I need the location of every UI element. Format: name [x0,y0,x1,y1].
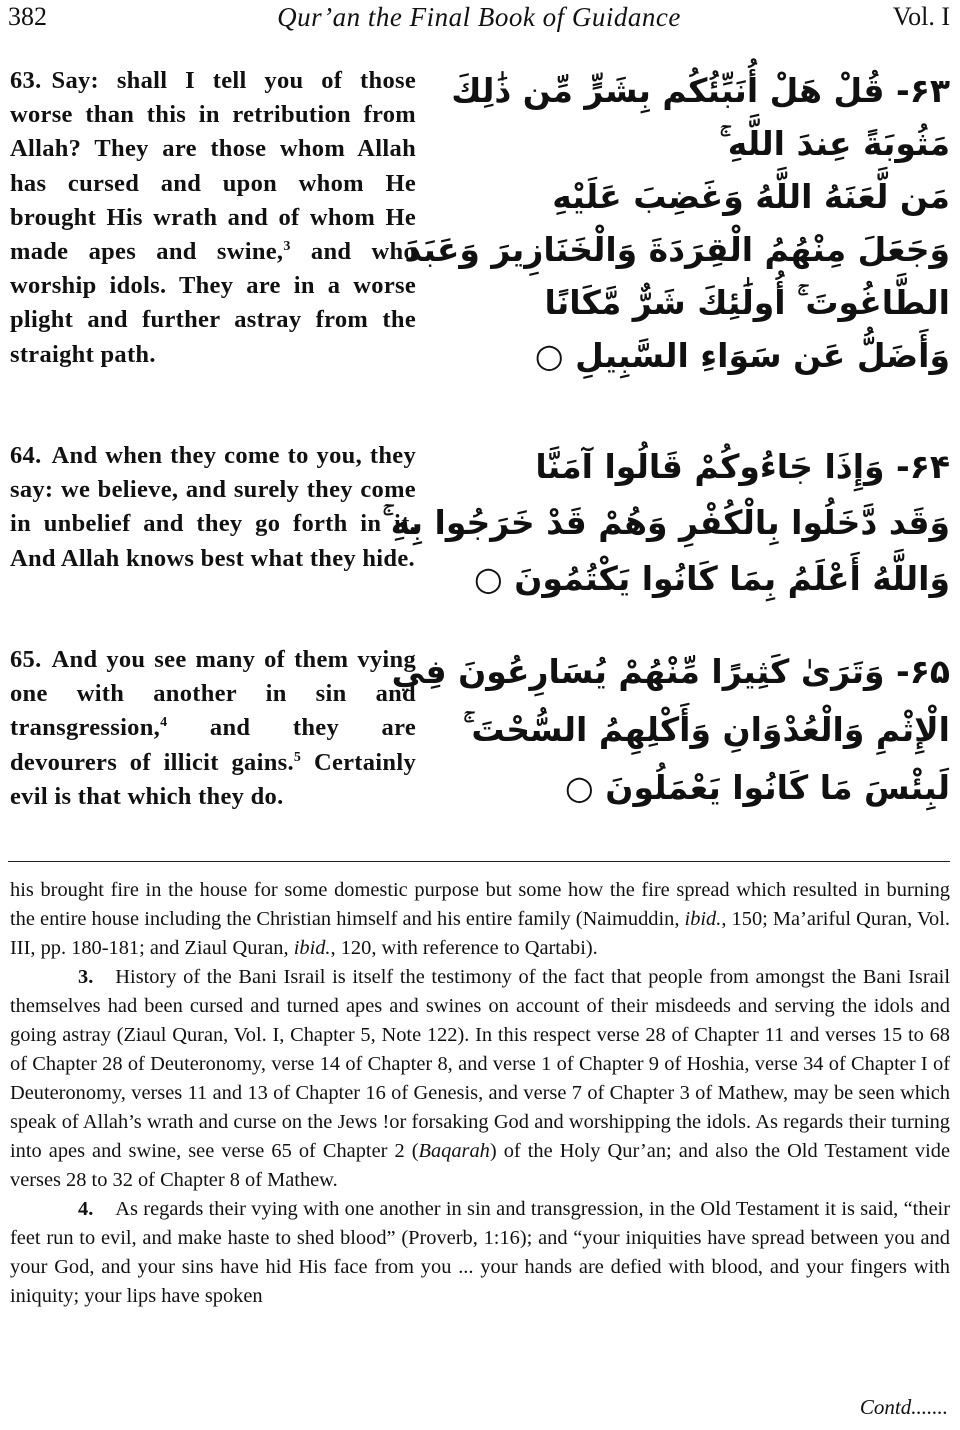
arabic-line: الْإِثْمِ وَالْعُدْوَانِ وَأَكْلِهِمُ السُّحْتَ ۚ [463,710,950,749]
footnote-divider [8,861,950,862]
arabic-line: ۶۴- وَإِذَا جَاءُوكُمْ قَالُوا آمَنَّا [535,447,950,486]
continued-label: Contd....... [859,1395,948,1419]
volume-label: Vol. I [892,2,950,31]
footnote-continuation [10,876,950,963]
footnote-italic: Baqarah [418,1140,490,1162]
arabic-line: ۶۵- وَتَرَىٰ كَثِيرًا مِّنْهُمْ يُسَارِعُونَ فِي [391,652,950,691]
footnote-text: his brought fire in the house for some domestic purpose but some how the fire spread which resulted in burning the entire house including the Christian himself and his entire family (Naimuddin, [10,879,950,930]
verse-text: And when they come to you, they say: we believe, and surely they come in unbelief and they go forth in it. And Allah knows best what they hide. [10,442,416,572]
arabic-line: وَأَضَلُّ عَن سَوَاءِ السَّبِيلِ ○ [534,336,950,375]
verse-64-english [10,439,416,576]
arabic-line: الطَّاغُوتَ ۚ أُولَٰئِكَ شَرٌّ مَّكَانًا [544,283,950,322]
verse-65-arabic [391,643,950,817]
footnote-ref-3: 3 [283,238,291,254]
footnote-number: 3. [78,966,94,988]
arabic-line: مَن لَّعَنَهُ اللَّهُ وَغَضِبَ عَلَيْهِ [552,177,950,216]
verse-number: 65. [10,646,42,673]
running-title: Qur’an the Final Book of Guidance [277,2,681,32]
footnote-italic: ibid. [293,937,331,959]
verse-63-english [10,64,416,372]
footnote-italic: ibid. [684,908,722,930]
arabic-line: مَثُوبَةً عِندَ اللَّهِ ۚ [719,124,950,163]
verse-64-arabic [382,439,950,607]
verse-number: 63. [10,67,42,94]
footnote-text: ) of the Holy Qur’an; and also the Old Testament vide verses 28 to 32 of Chapter 8 of Mathew. [10,1140,950,1191]
footnote-text: History of the Bani Israil is itself the testimony of the fact that people from amongst the Bani Israil themselves had been cursed and turned apes and swines on account of their misdeeds and serving the idols and going astray (Ziaul Quran, Vol. I, Chapter 5, Note 122). In this respect verse 28 of Chapter 11 and verses 15 to 68 of Chapter 28 of Deuteronomy, verse 14 of Chapter 8, and verse 1 of Chapter 9 of Hoshia, verse 34 of Chapter I of Deuteronomy, verses 11 and 13 of Chapter 16 of Genesis, and verse 7 of Chapter 3 of Mathew, may be seen which speak of Allah’s wrath and curse on the Jews !or forsaking God and worshipping the idols. As regards their turning into apes and swine, see verse 65 of Chapter 2 ( [10,966,950,1162]
footnote-text: , 150; Ma’ariful Quran, Vol. III, pp. 180-181; and Ziaul Quran, [10,908,950,959]
footnotes [10,876,950,1311]
footnote-text: As regards their vying with one another in sin and transgression, in the Old Testament it is said, “their feet run to evil, and make haste to shed blood” (Proverb, 1:16); and “your iniquities have spread between you and your God, and your sins have hid His face from you ... your hands are defied with blood, and your fingers with iniquity; your lips have spoken [10,1198,950,1307]
verse-65-english [10,643,416,814]
page-header [8,2,950,36]
verse-text: and who worship idols. They are in a worse plight and further astray from the straight path. [10,238,416,368]
arabic-line: وَجَعَلَ مِنْهُمُ الْقِرَدَةَ وَالْخَنَازِيرَ وَعَبَدَ [404,230,950,269]
arabic-line: وَاللَّهُ أَعْلَمُ بِمَا كَانُوا يَكْتُمُونَ ○ [473,559,950,598]
verse-text: Certainly evil is that which they do. [10,748,416,810]
page-number: 382 [8,2,47,31]
arabic-line: وَقَد دَّخَلُوا بِالْكُفْرِ وَهُمْ قَدْ خَرَجُوا بِهِ ۚ [382,503,950,542]
verse-text: and they are devourers of illicit gains. [10,714,416,776]
verse-text: And you see many of them vying one with another in sin and transgression, [10,646,416,742]
arabic-line: ۶۳- قُلْ هَلْ أُنَبِّئُكُم بِشَرٍّ مِّن ذَٰلِكَ [451,71,950,110]
footnote-text: , 120, with reference to Qartabi). [330,937,598,959]
verse-number: 64. [10,442,42,469]
arabic-line: لَبِئْسَ مَا كَانُوا يَعْمَلُونَ ○ [565,768,950,807]
verse-text: Say: shall I tell you of those worse than this in retribution from Allah? They are those whom Allah has cursed and upon whom He brought His wrath and of whom He made apes and swine, [10,67,416,266]
footnote-3 [10,963,950,1195]
footnote-ref-5: 5 [293,749,302,765]
footnote-4 [10,1195,950,1311]
verse-63-arabic [404,64,950,382]
footnote-number: 4. [78,1198,94,1220]
footnote-ref-4: 4 [160,715,168,731]
